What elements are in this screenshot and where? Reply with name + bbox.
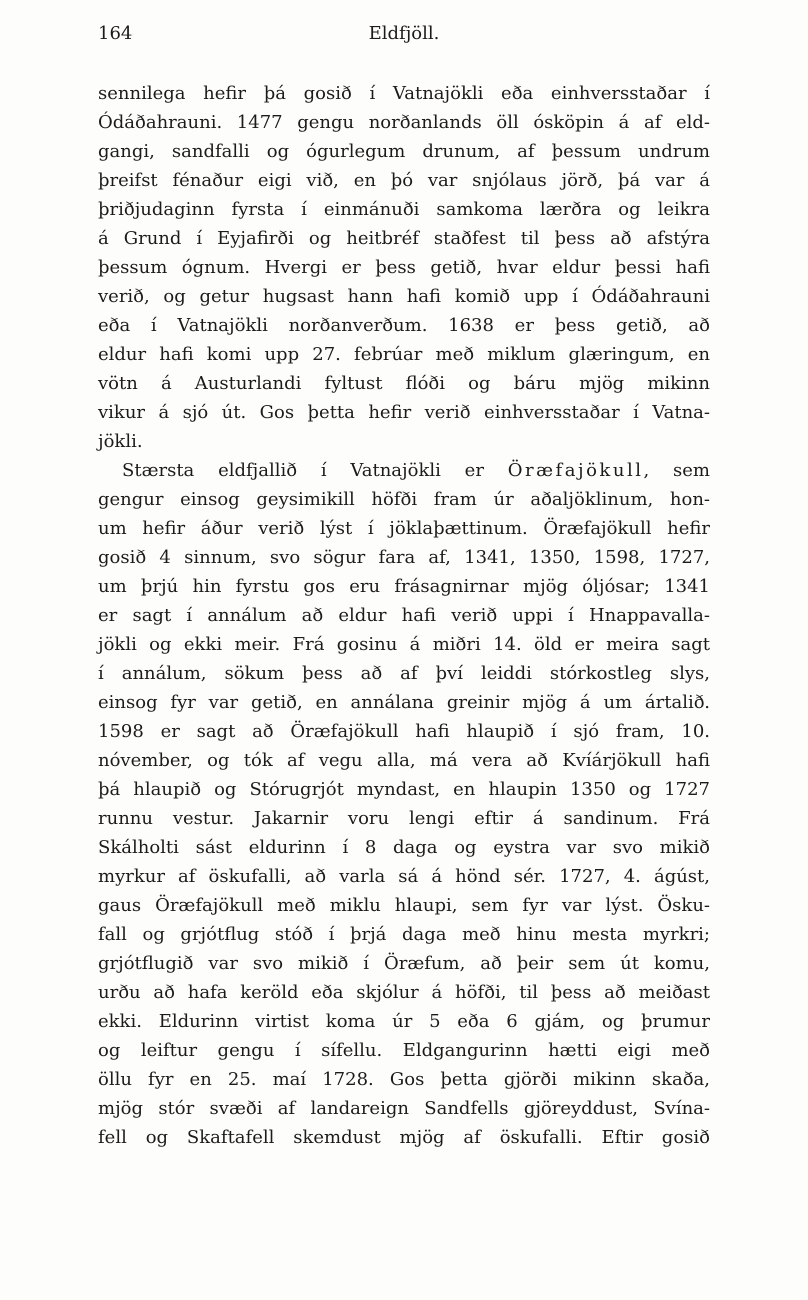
text-segment: Stærsta eldfjallið í Vatnajökli er bbox=[122, 460, 508, 481]
text-line: öllu fyr en 25. maí 1728. Gos þetta gjörði mikinn skaða, bbox=[98, 1069, 710, 1090]
text-line: er sagt í annálum að eldur hafi verið uppi í Hnappavalla- bbox=[98, 605, 710, 626]
text-line: Ódáðahrauni. 1477 gengu norðanlands öll ósköpin á af eld- bbox=[98, 112, 710, 133]
running-title: Eldfjöll. bbox=[368, 23, 440, 44]
text-line: gaus Öræfajökull með miklu hlaupi, sem fyr var lýst. Ösku- bbox=[98, 895, 710, 916]
text-line: þriðjudaginn fyrsta í einmánuði samkoma lærðra og leikra bbox=[98, 199, 710, 220]
text-line: eldur hafi komi upp 27. febrúar með miklum glæringum, en bbox=[98, 344, 710, 365]
text-line: verið, og getur hugsast hann hafi komið upp í Ódáðahrauni bbox=[98, 286, 710, 307]
text-line: og leiftur gengu í sífellu. Eldgangurinn hætti eigi með bbox=[98, 1040, 710, 1061]
text-line: grjótflugið var svo mikið í Öræfum, að þeir sem út komu, bbox=[98, 953, 710, 974]
text-line: mjög stór svæði af landareign Sandfells gjöreyddust, Svína- bbox=[98, 1098, 710, 1119]
text-line: þá hlaupið og Stórugrjót myndast, en hlaupin 1350 og 1727 bbox=[98, 779, 710, 800]
text-segment: , sem bbox=[643, 460, 710, 481]
text-line: gangi, sandfalli og ógurlegum drunum, af þessum undrum bbox=[98, 141, 710, 162]
text-line: um hefir áður verið lýst í jöklaþættinum. Öræfajökull hefir bbox=[98, 518, 710, 539]
text-line: jökli. bbox=[98, 431, 143, 452]
text-line: þessum ógnum. Hvergi er þess getið, hvar eldur þessi hafi bbox=[98, 257, 710, 278]
text-line: vikur á sjó út. Gos þetta hefir verið einhversstaðar í Vatna- bbox=[98, 402, 710, 423]
text-line: einsog fyr var getið, en annálana greinir mjög á um ártalið. bbox=[98, 692, 710, 713]
paragraph bbox=[98, 79, 710, 456]
letterspaced-word: Öræfajökull bbox=[507, 460, 644, 481]
text-line: gengur einsog geysimikill höfði fram úr aðaljöklinum, hon- bbox=[98, 489, 710, 510]
text-line: 1598 er sagt að Öræfajökull hafi hlaupið í sjó fram, 10. bbox=[98, 721, 710, 742]
paragraph bbox=[98, 456, 710, 1152]
text-line bbox=[98, 456, 710, 485]
text-line: ekki. Eldurinn virtist koma úr 5 eða 6 gjám, og þrumur bbox=[98, 1011, 710, 1032]
text-line: um þrjú hin fyrstu gos eru frásagnirnar mjög óljósar; 1341 bbox=[98, 576, 710, 597]
text-line: nóvember, og tók af vegu alla, má vera að Kvíárjökull hafi bbox=[98, 750, 710, 771]
text-line: í annálum, sökum þess að af því leiddi stórkostleg slys, bbox=[98, 663, 710, 684]
text-line: eða í Vatnajökli norðanverðum. 1638 er þess getið, að bbox=[98, 315, 710, 336]
text-line: sennilega hefir þá gosið í Vatnajökli eða einhversstaðar í bbox=[98, 83, 710, 104]
text-line: vötn á Austurlandi fyltust flóði og báru mjög mikinn bbox=[98, 373, 710, 394]
text-line: fell og Skaftafell skemdust mjög af öskufalli. Eftir gosið bbox=[98, 1127, 710, 1148]
page-header bbox=[98, 22, 710, 46]
text-line: jökli og ekki meir. Frá gosinu á miðri 14. öld er meira sagt bbox=[98, 634, 710, 655]
page-body bbox=[98, 79, 710, 1152]
text-line: myrkur af öskufalli, að varla sá á hönd sér. 1727, 4. ágúst, bbox=[98, 866, 710, 887]
text-line: Skálholti sást eldurinn í 8 daga og eystra var svo mikið bbox=[98, 837, 710, 858]
text-line: runnu vestur. Jakarnir voru lengi eftir á sandinum. Frá bbox=[98, 808, 710, 829]
text-line: urðu að hafa keröld eða skjólur á höfði, til þess að meiðast bbox=[98, 982, 710, 1003]
text-line: fall og grjótflug stóð í þrjá daga með hinu mesta myrkri; bbox=[98, 924, 710, 945]
text-line: gosið 4 sinnum, svo sögur fara af, 1341, 1350, 1598, 1727, bbox=[98, 547, 710, 568]
text-line: þreifst fénaður eigi við, en þó var snjólaus jörð, þá var á bbox=[98, 170, 710, 191]
page-number: 164 bbox=[98, 23, 133, 44]
text-line: á Grund í Eyjafirði og heitbréf staðfest til þess að afstýra bbox=[98, 228, 710, 249]
text-block bbox=[98, 0, 710, 1152]
